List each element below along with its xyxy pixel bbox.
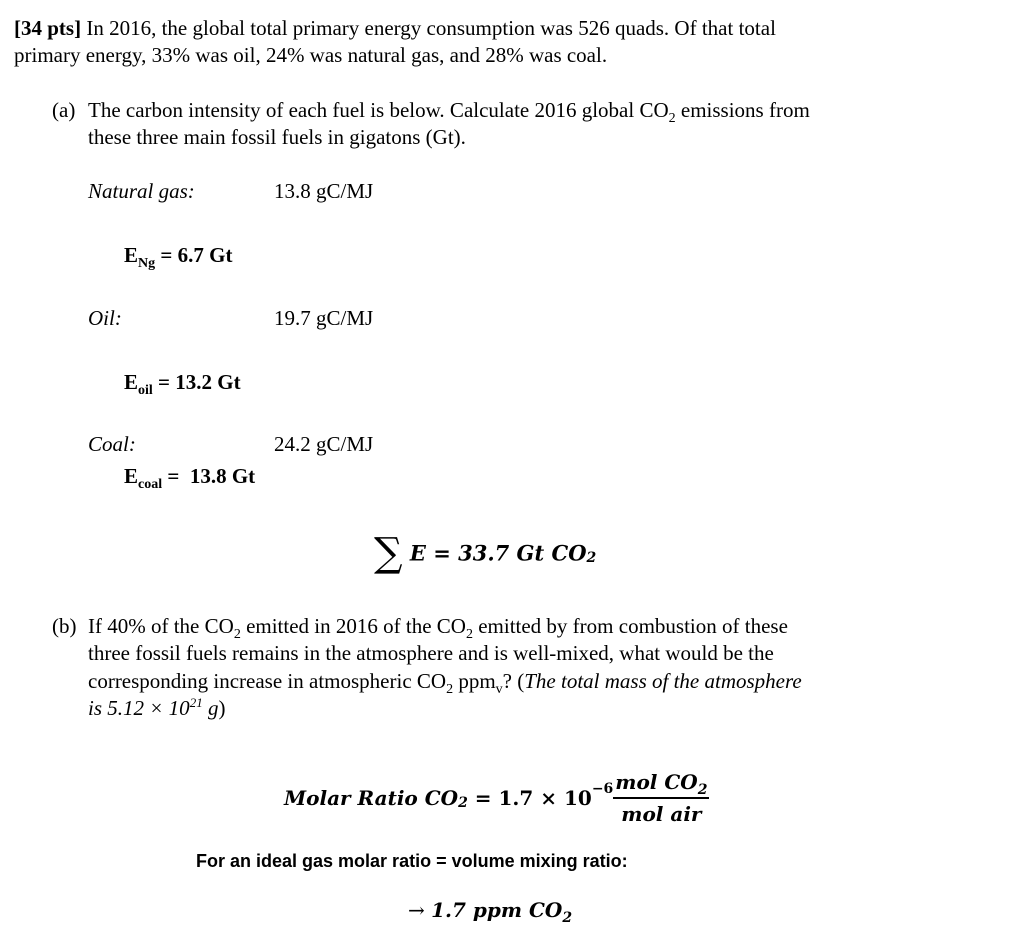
fuel-name-oil: Oil:	[88, 306, 122, 330]
part-b-text-3a: corresponding increase in atmospheric CO	[88, 669, 447, 693]
part-b-text-1a: If 40% of the CO	[88, 614, 234, 638]
part-a-text-pre: The carbon intensity of each fuel is below. Calculate 2016 global CO	[88, 98, 669, 122]
fuel-name-natural-gas: Natural gas:	[88, 179, 195, 203]
part-a-line-2: these three main fossil fuels in gigatons (Gt).	[88, 125, 466, 149]
fuel-name-coal: Coal:	[88, 432, 136, 456]
intro-text-1: In 2016, the global total primary energy consumption was 526 quads. Of that total	[81, 16, 776, 40]
molar-ratio-equation	[284, 770, 709, 826]
part-b-text-3c: ? (	[502, 669, 525, 693]
fraction-numerator	[613, 770, 709, 799]
ppm-subscript: v	[495, 682, 503, 697]
sum-subscript: 2	[586, 550, 597, 566]
emission-value: = 6.7 Gt	[155, 243, 233, 267]
ideal-gas-note: For an ideal gas molar ratio = volume mixing ratio:	[196, 851, 628, 871]
emission-var: E	[124, 370, 139, 394]
part-b-line-4	[88, 694, 225, 725]
atm-mass-unit: g	[202, 696, 219, 720]
arrow-icon: →	[408, 898, 432, 922]
fuel-intensity-oil: 19.7 gC/MJ	[274, 306, 374, 330]
part-b-label: (b)	[52, 614, 77, 638]
atm-mass-exponent: 21	[189, 695, 203, 710]
emission-oil	[124, 368, 241, 400]
closing-paren: )	[218, 696, 226, 720]
co2-subscript: 2	[233, 627, 241, 642]
atm-mass-text: is 5.12 × 10	[88, 696, 190, 720]
part-a-label: (a)	[52, 98, 76, 122]
sum-expression: E = 33.7 Gt CO	[402, 540, 587, 566]
co2-subscript: 2	[446, 682, 454, 697]
result-value: 1.7 ppm CO	[431, 898, 563, 922]
part-b-text-1c: emitted by from combustion of these	[472, 614, 788, 638]
molar-fraction	[613, 770, 709, 826]
part-b-line-2: three fossil fuels remains in the atmosphere and is well-mixed, what would be the	[88, 641, 774, 665]
emission-subscript: Ng	[138, 256, 156, 271]
result-subscript: 2	[562, 910, 573, 926]
co2-subscript: 2	[465, 627, 473, 642]
fuel-intensity-natural-gas: 13.8 gC/MJ	[274, 179, 374, 203]
numerator-text: mol CO	[615, 770, 698, 794]
emissions-sum	[374, 530, 596, 576]
emission-var: E	[124, 464, 139, 488]
question-intro-line-1	[14, 14, 776, 42]
sigma-symbol: ∑	[374, 530, 403, 576]
ppm-result	[408, 898, 573, 926]
molar-ratio-lhs: Molar Ratio CO	[284, 786, 459, 810]
emission-value: = 13.2 Gt	[152, 370, 241, 394]
emission-value: = 13.8 Gt	[162, 464, 256, 488]
emission-var: E	[124, 243, 139, 267]
fuel-intensity-coal: 24.2 gC/MJ	[274, 432, 374, 456]
question-intro-line-2: primary energy, 33% was oil, 24% was natural gas, and 28% was coal.	[14, 43, 608, 67]
part-b-text-3d: The total mass of the atmosphere	[524, 669, 802, 693]
points-label: [34 pts]	[14, 16, 82, 40]
molar-ratio-lhs-sub: 2	[458, 795, 468, 811]
part-b-text-1b: emitted in 2016 of the CO	[240, 614, 466, 638]
emission-coal	[124, 462, 255, 494]
fraction-denominator: mol air	[621, 802, 702, 826]
emission-subscript: coal	[138, 477, 163, 492]
molar-ratio-exponent: −6	[591, 781, 614, 797]
part-b-text-3b: ppm	[453, 669, 496, 693]
co2-subscript: 2	[668, 111, 676, 126]
emission-subscript: oil	[138, 383, 153, 398]
emission-natural-gas	[124, 241, 232, 273]
part-a-text-post: emissions from	[675, 98, 810, 122]
numerator-sub: 2	[697, 782, 708, 798]
molar-ratio-value: = 1.7 × 10	[467, 786, 592, 810]
